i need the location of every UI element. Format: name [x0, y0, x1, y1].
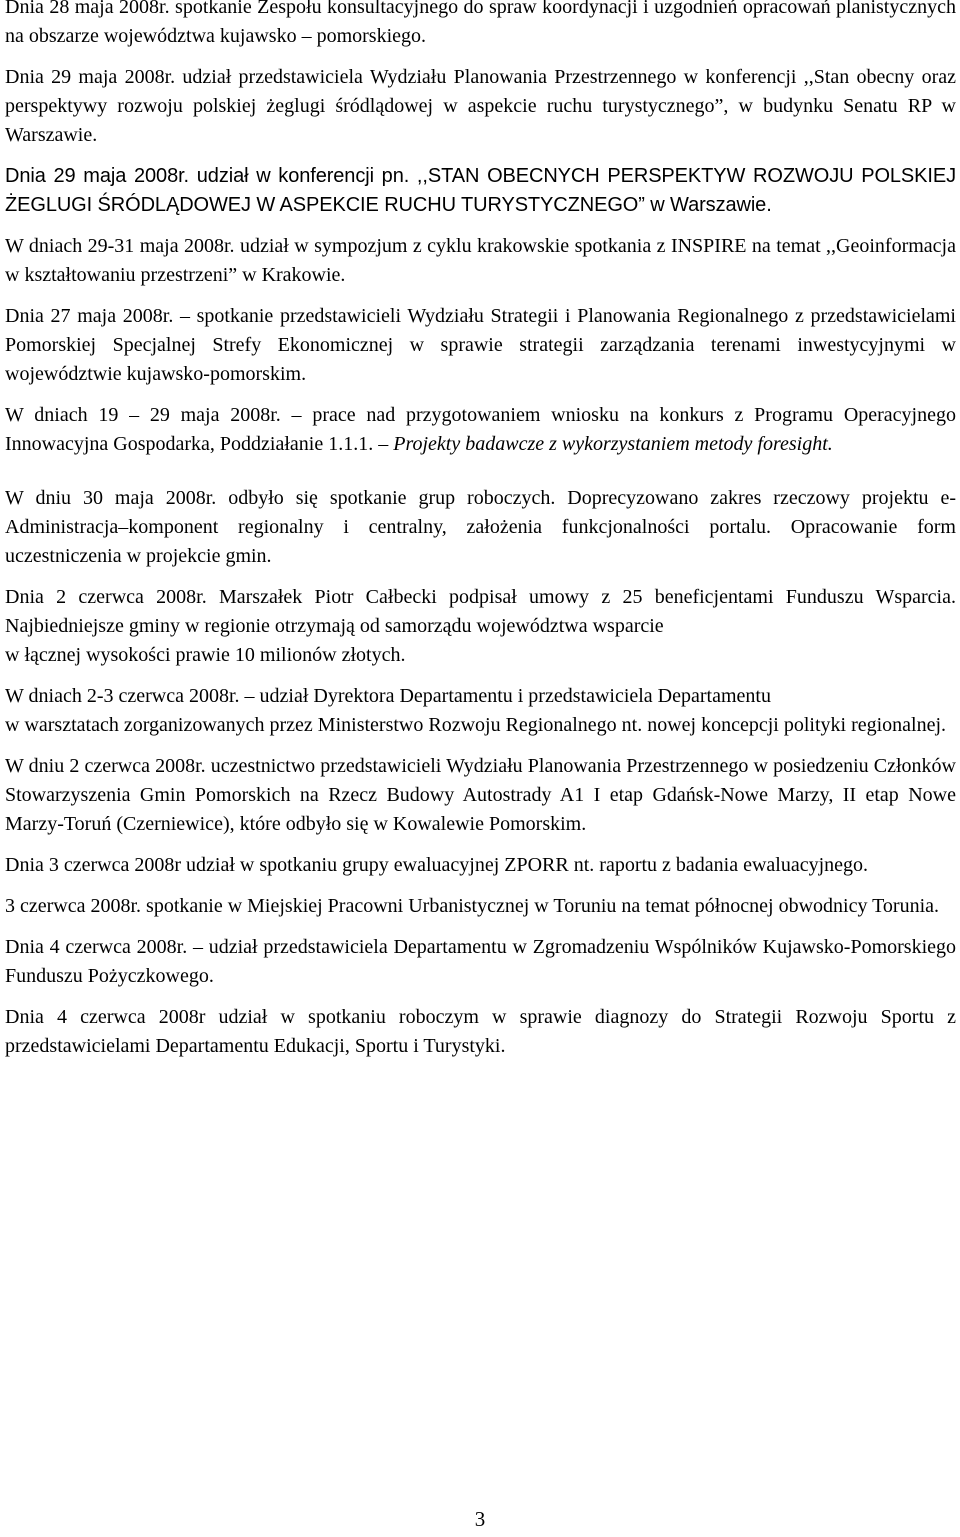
page-number: 3 [474, 1507, 486, 1531]
entry-text: W dniach 19 – 29 maja 2008r. – prace nad przygotowaniem wniosku na konkurs z Programu Operacyjnego Innowacyjna Gospodarka, Poddziałanie 1.1.1. – [5, 404, 956, 455]
document-body [5, 0, 956, 1073]
entry-text: W dniach 2-3 czerwca 2008r. – udział Dyrektora Departamentu i przedstawiciela Departamentu [5, 685, 771, 707]
entry-paragraph [5, 401, 956, 459]
entry-paragraph [5, 682, 956, 740]
entry-paragraph: W dniu 30 maja 2008r. odbyło się spotkanie grup roboczych. Doprecyzowano zakres rzeczowy projektu e-Administracja–komponent regionalny i centralny, założenia funkcjonalności portalu. Opracowanie form uczestniczenia w projekcie gmin. [5, 487, 956, 567]
entry-paragraph: Dnia 29 maja 2008r. udział przedstawiciela Wydziału Planowania Przestrzennego w konferencji ,,Stan obecny oraz perspektywy rozwoju polskiej żeglugi śródlądowej w aspekcie ruchu turystycznego”, w budynku Senatu RP w Warszawie. [5, 66, 956, 146]
entry-paragraph: Dnia 29 maja 2008r. udział w konferencji pn. ,,STAN OBECNYCH PERSPEKTYW ROZWOJU POLSKIEJ ŻEGLUGI ŚRÓDLĄDOWEJ W ASPEKCIE RUCHU TURYSTYCZNEGO” w Warszawie. [5, 165, 956, 216]
entry-paragraph: Dnia 3 czerwca 2008r udział w spotkaniu grupy ewaluacyjnej ZPORR nt. raportu z badania ewaluacyjnego. [5, 854, 869, 876]
entry-paragraph: Dnia 4 czerwca 2008r. – udział przedstawiciela Departamentu w Zgromadzeniu Wspólników Kujawsko-Pomorskiego Funduszu Pożyczkowego. [5, 936, 956, 987]
entry-paragraph: W dniach 29-31 maja 2008r. udział w sympozjum z cyklu krakowskie spotkania z INSPIRE na temat ,,Geoinformacja w kształtowaniu przestrzeni” w Krakowie. [5, 235, 956, 286]
entry-text-continued: w warsztatach zorganizowanych przez Ministerstwo Rozwoju Regionalnego nt. nowej koncepcji polityki regionalnej. [5, 714, 947, 736]
entry-paragraph [5, 583, 956, 670]
entry-italic-title: Projekty badawcze z wykorzystaniem metody foresight. [393, 433, 833, 455]
entry-text: Dnia 2 czerwca 2008r. Marszałek Piotr Całbecki podpisał umowy z 25 beneficjentami Funduszu Wsparcia. Najbiedniejsze gminy w regionie otrzymają od samorządu województwa wsparcie [5, 586, 956, 637]
entry-paragraph: Dnia 4 czerwca 2008r udział w spotkaniu roboczym w sprawie diagnozy do Strategii Rozwoju Sportu z przedstawicielami Departamentu Edukacji, Sportu i Turystyki. [5, 1006, 956, 1057]
entry-paragraph: W dniu 2 czerwca 2008r. uczestnictwo przedstawicieli Wydziału Planowania Przestrzennego w posiedzeniu Członków Stowarzyszenia Gmin Pomorskich na Rzecz Budowy Autostrady A1 I etap Gdańsk-Nowe Marzy, II etap Nowe Marzy-Toruń (Czerniewice), które odbyło się w Kowalewie Pomorskim. [5, 755, 956, 835]
entry-paragraph: Dnia 27 maja 2008r. – spotkanie przedstawicieli Wydziału Strategii i Planowania Regionalnego z przedstawicielami Pomorskiej Specjalnej Strefy Ekonomicznej w sprawie strategii zarządzania terenami inwestycyjnymi w województwie kujawsko-pomorskim. [5, 305, 956, 385]
entry-text-continued: w łącznej wysokości prawie 10 milionów złotych. [5, 644, 406, 666]
entry-paragraph: 3 czerwca 2008r. spotkanie w Miejskiej Pracowni Urbanistycznej w Toruniu na temat północnej obwodnicy Torunia. [5, 895, 940, 917]
entry-paragraph: Dnia 28 maja 2008r. spotkanie Zespołu konsultacyjnego do spraw koordynacji i uzgodnień opracowań planistycznych na obszarze województwa kujawsko – pomorskiego. [5, 0, 956, 47]
